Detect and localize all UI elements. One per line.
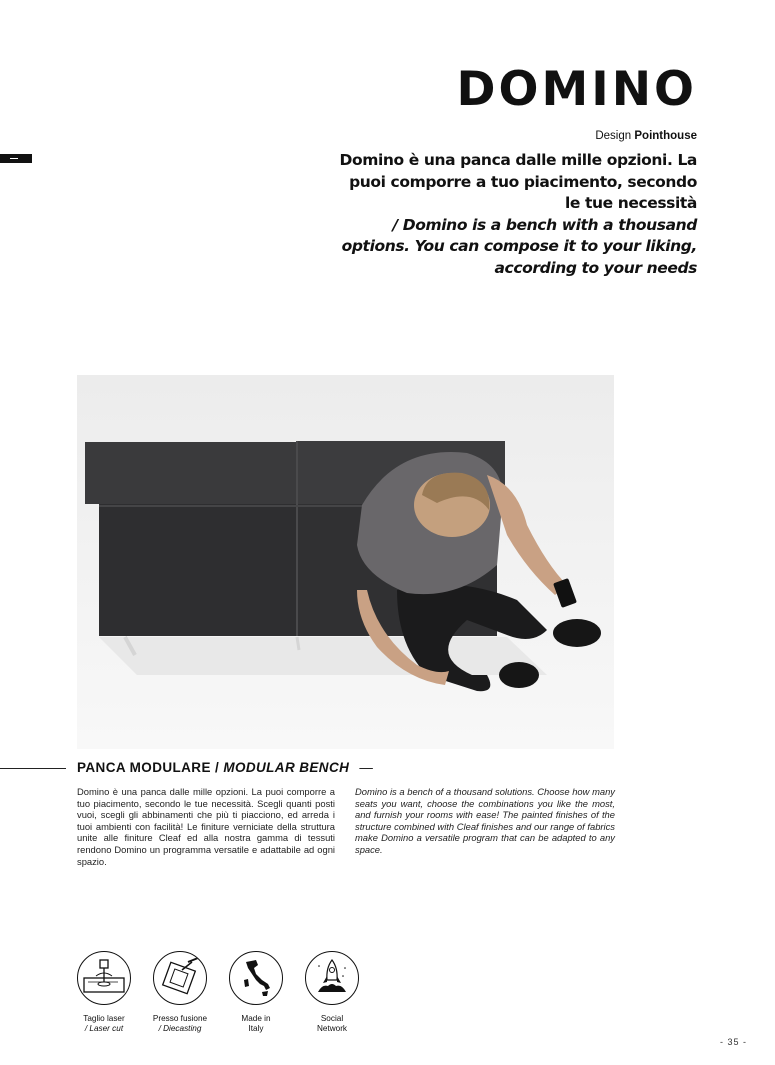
section-title-italian: PANCA MODULARE	[77, 760, 211, 775]
section-title-dash: —	[359, 760, 374, 775]
side-tab-marker	[0, 154, 32, 163]
description-italian: Domino è una panca dalle mille opzioni. La puoi comporre a tuo piacimento, secondo le tue necessità. Scegli quanti posti vuoi, scegli gli abbinamenti che più ti piacciono, ed arreda i tuoi ambienti con facilità! Le finiture verniciate della struttura unite alle finiture Cleaf ed alla nostra gamma di tessuti rendono Domino un programma versatile e adattabile ad ogni spazio.	[77, 786, 335, 867]
section-title-separator: /	[215, 760, 220, 775]
designer-name: Pointhouse	[634, 130, 697, 142]
tagline-italian: Domino è una panca dalle mille opzioni. La puoi comporre a tuo piacimento, secondo le tue necessità	[339, 151, 697, 212]
feature-social-network-label-line2: Network	[316, 1024, 348, 1033]
rocket-icon	[305, 951, 359, 1005]
feature-diecasting	[152, 951, 208, 1034]
feature-social-network-label-line1: Social	[320, 1014, 344, 1023]
feature-laser-cut-label-en: / Laser cut	[84, 1024, 124, 1033]
feature-made-in-italy-label-line1: Made in	[241, 1014, 271, 1023]
feature-made-in-italy-label	[241, 1014, 270, 1034]
product-photo	[77, 375, 614, 749]
feature-diecasting-label	[153, 1014, 207, 1034]
section-heading	[77, 760, 373, 775]
feature-laser-cut	[76, 951, 132, 1034]
feature-made-in-italy	[228, 951, 284, 1034]
page-number: - 35 -	[719, 1037, 747, 1047]
tagline	[337, 150, 697, 279]
designer-prefix: Design	[595, 130, 632, 142]
description-english: Domino is a bench of a thousand solutions. Choose how many seats you want, choose the combinations you like the most, and furnish your rooms with ease! The painted finishes of the structure combined with Cleaf finishes and our range of fabrics make Domino a versatile program that can be adapted to any space.	[355, 786, 615, 855]
feature-social-network-label	[317, 1014, 347, 1034]
feature-made-in-italy-label-line2: Italy	[248, 1024, 264, 1033]
laser-cut-icon	[77, 951, 131, 1005]
diecasting-icon	[153, 951, 207, 1005]
italy-map-icon	[229, 951, 283, 1005]
feature-diecasting-label-en: / Diecasting	[158, 1024, 202, 1033]
tagline-english: / Domino is a bench with a thousand options. You can compose it to your liking, according to your needs	[341, 215, 697, 277]
feature-social-network	[304, 951, 360, 1034]
section-title-english: MODULAR BENCH	[223, 760, 350, 775]
product-title: DOMINO	[456, 62, 697, 117]
feature-icons-row	[76, 951, 360, 1034]
feature-laser-cut-label-it: Taglio laser	[83, 1014, 125, 1023]
designer-credit	[595, 130, 697, 142]
feature-diecasting-label-it: Presso fusione	[152, 1014, 208, 1023]
feature-laser-cut-label	[83, 1014, 124, 1034]
bench-with-man-image	[77, 375, 614, 749]
section-rule	[0, 768, 66, 769]
